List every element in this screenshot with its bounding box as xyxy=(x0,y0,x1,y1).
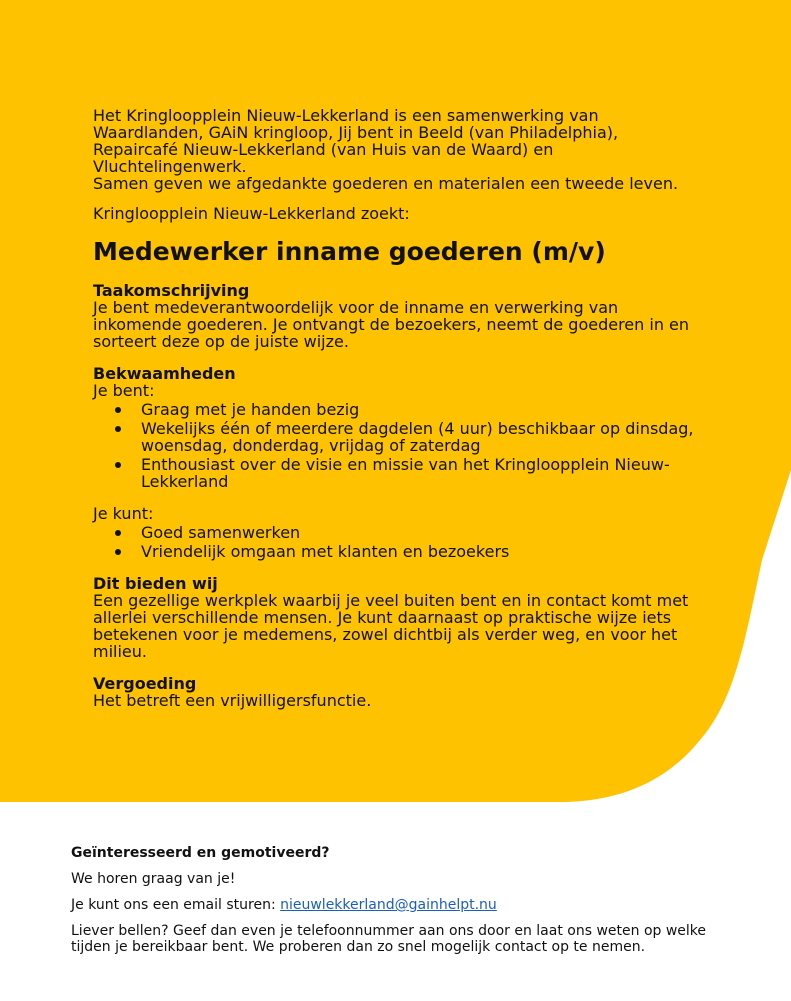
task-section xyxy=(93,282,708,350)
list-item-text: Graag met je handen bezig xyxy=(141,400,360,419)
bullet-icon xyxy=(115,407,121,413)
je-bent-list xyxy=(93,401,708,490)
job-title: Medewerker inname goederen (m/v) xyxy=(93,237,606,266)
footer-line: We horen graag van je! xyxy=(71,871,236,887)
intro-line: Repaircafé Nieuw-Lekkerland (van Huis van de Waard) en xyxy=(93,140,554,159)
list-item-text: Goed samenwerken xyxy=(141,523,301,542)
intro-line: Vluchtelingenwerk. xyxy=(93,157,247,176)
task-heading: Taakomschrijving xyxy=(93,281,250,300)
intro-line: Het Kringloopplein Nieuw-Lekkerland is een samenwerking van xyxy=(93,106,599,125)
email-line xyxy=(71,897,731,913)
seeking-line: Kringloopplein Nieuw-Lekkerland zoekt: xyxy=(93,204,410,223)
bullet-icon xyxy=(115,462,121,468)
list-item-text: Vriendelijk omgaan met klanten en bezoekers xyxy=(141,542,510,561)
task-text: Je bent medeverantwoordelijk voor de inname en verwerking van inkomende goederen. Je ontvangt de bezoekers, neemt de goederen in en sorteert deze op de juiste wijze. xyxy=(93,298,690,351)
je-bent-label: Je bent: xyxy=(93,381,155,400)
list-item xyxy=(141,543,708,560)
je-kunt-list xyxy=(93,524,708,560)
offer-section xyxy=(93,575,708,660)
compensation-section xyxy=(93,675,708,709)
list-item xyxy=(141,456,708,490)
offer-text: Een gezellige werkplek waarbij je veel buiten bent en in contact komt met allerlei verschillende mensen. Je kunt daarnaast op praktische wijze iets betekenen voor je medemens, zowel dichtbij als verder weg, en voor het milieu. xyxy=(93,591,689,661)
bullet-icon xyxy=(115,426,121,432)
skills-section xyxy=(93,365,708,560)
email-prefix: Je kunt ons een email sturen: xyxy=(71,897,281,913)
compensation-text: Het betreft een vrijwilligersfunctie. xyxy=(93,691,372,710)
compensation-heading: Vergoeding xyxy=(93,674,197,693)
intro-paragraph xyxy=(93,107,708,192)
vacancy-content xyxy=(93,107,708,709)
bullet-icon xyxy=(115,549,121,555)
contact-footer xyxy=(71,845,731,955)
je-kunt-label: Je kunt: xyxy=(93,504,154,523)
footer-heading: Geïnteresseerd en gemotiveerd? xyxy=(71,845,330,861)
intro-line: Samen geven we afgedankte goederen en materialen een tweede leven. xyxy=(93,174,679,193)
skills-heading: Bekwaamheden xyxy=(93,364,236,383)
list-item-text: Enthousiast over de visie en missie van het Kringloopplein Nieuw-Lekkerland xyxy=(141,455,670,491)
list-item-text: Wekelijks één of meerdere dagdelen (4 uur) beschikbaar op dinsdag, woensdag, donderdag, vrijdag of zaterdag xyxy=(141,419,694,455)
bullet-icon xyxy=(115,530,121,536)
list-item xyxy=(141,524,708,541)
offer-heading: Dit bieden wij xyxy=(93,574,218,593)
email-link[interactable]: nieuwlekkerland@gainhelpt.nu xyxy=(280,897,497,913)
call-text: Liever bellen? Geef dan even je telefoonnummer aan ons door en laat ons weten op welke tijden je bereikbaar bent. We proberen dan zo snel mogelijk contact op te nemen. xyxy=(71,923,707,955)
intro-line: Waardlanden, GAiN kringloop, Jij bent in Beeld (van Philadelphia), xyxy=(93,123,619,142)
list-item xyxy=(141,420,708,454)
list-item xyxy=(141,401,708,418)
